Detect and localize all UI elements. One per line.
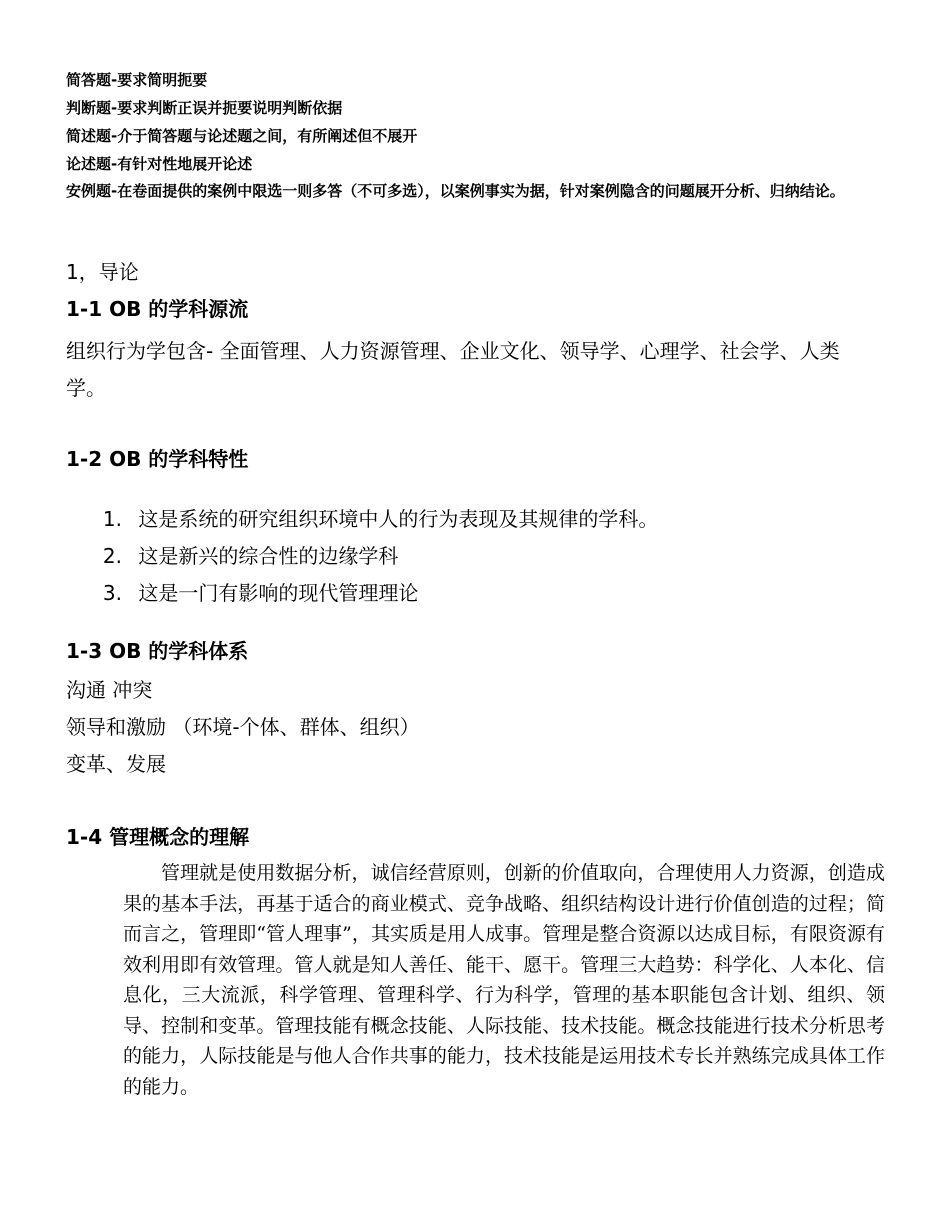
list-item-number: 1. — [102, 507, 122, 531]
section-1-1-text: 组织行为学包含- 全面管理、人力资源管理、企业文化、领导学、心理学、社会学、人类学。 — [66, 339, 840, 400]
list-item-number: 2. — [102, 544, 122, 568]
section-1-2-heading: 1-2 OB 的学科特性 — [66, 447, 249, 471]
list-item — [66, 501, 658, 538]
section-1-3-lines — [66, 672, 420, 783]
list-item-text: 这是一门有影响的现代管理理论 — [138, 581, 419, 605]
section-1-3-heading: 1-3 OB 的学科体系 — [66, 639, 249, 663]
section-1-4-paragraph: 管理就是使用数据分析，诚信经营原则，创新的价值取向，合理使用人力资源，创造成果的基本手法，再基于适合的商业模式、竞争战略、组织结构设计进行价值创造的过程；简而言之，管理即“管人理事”，其实质是用人成事。管理是整合资源以达成目标，有限资源有效利用即有效管理。管人就是知人善任、能干、愿干。管理三大趋势：科学化、人本化、信息化，三大流派，科学管理、管理科学、行为科学，管理的基本职能包含计划、组织、领导、控制和变革。管理技能有概念技能、人际技能、技术技能。概念技能进行技术分析思考的能力，人际技能是与他人合作共事的能力，技术技能是运用技术专长并熟练完成具体工作的能力。 — [123, 862, 885, 1098]
list-item-number: 3. — [102, 581, 122, 605]
list-item — [66, 538, 658, 575]
note-brief-discussion: 简述题-介于简答题与论述题之间，有所阐述但不展开 — [66, 127, 418, 145]
section-1-1-heading: 1-1 OB 的学科源流 — [66, 297, 249, 321]
section-1-2-list — [66, 501, 658, 612]
exam-type-notes — [66, 66, 886, 205]
note-short-answer: 简答题-要求简明扼要 — [66, 71, 208, 89]
note-case-study: 安例题-在卷面提供的案例中限选一则多答（不可多选），以案例事实为据，针对案例隐含的问题展开分析、归纳结论。 — [66, 182, 845, 200]
note-essay: 论述题-有针对性地展开论述 — [66, 155, 253, 173]
list-item-text: 这是新兴的综合性的边缘学科 — [138, 544, 399, 568]
note-true-false: 判断题-要求判断正误并扼要说明判断依据 — [66, 99, 343, 117]
section-1-3-line: 领导和激励 （环境-个体、群体、组织） — [66, 715, 420, 739]
chapter-title: 1，导论 — [66, 260, 139, 284]
list-item — [66, 575, 658, 612]
section-1-3-line: 沟通 冲突 — [66, 678, 153, 702]
section-1-3-line: 变革、发展 — [66, 752, 166, 776]
section-1-4-heading: 1-4 管理概念的理解 — [66, 825, 250, 849]
list-item-text: 这是系统的研究组织环境中人的行为表现及其规律的学科。 — [138, 507, 659, 531]
